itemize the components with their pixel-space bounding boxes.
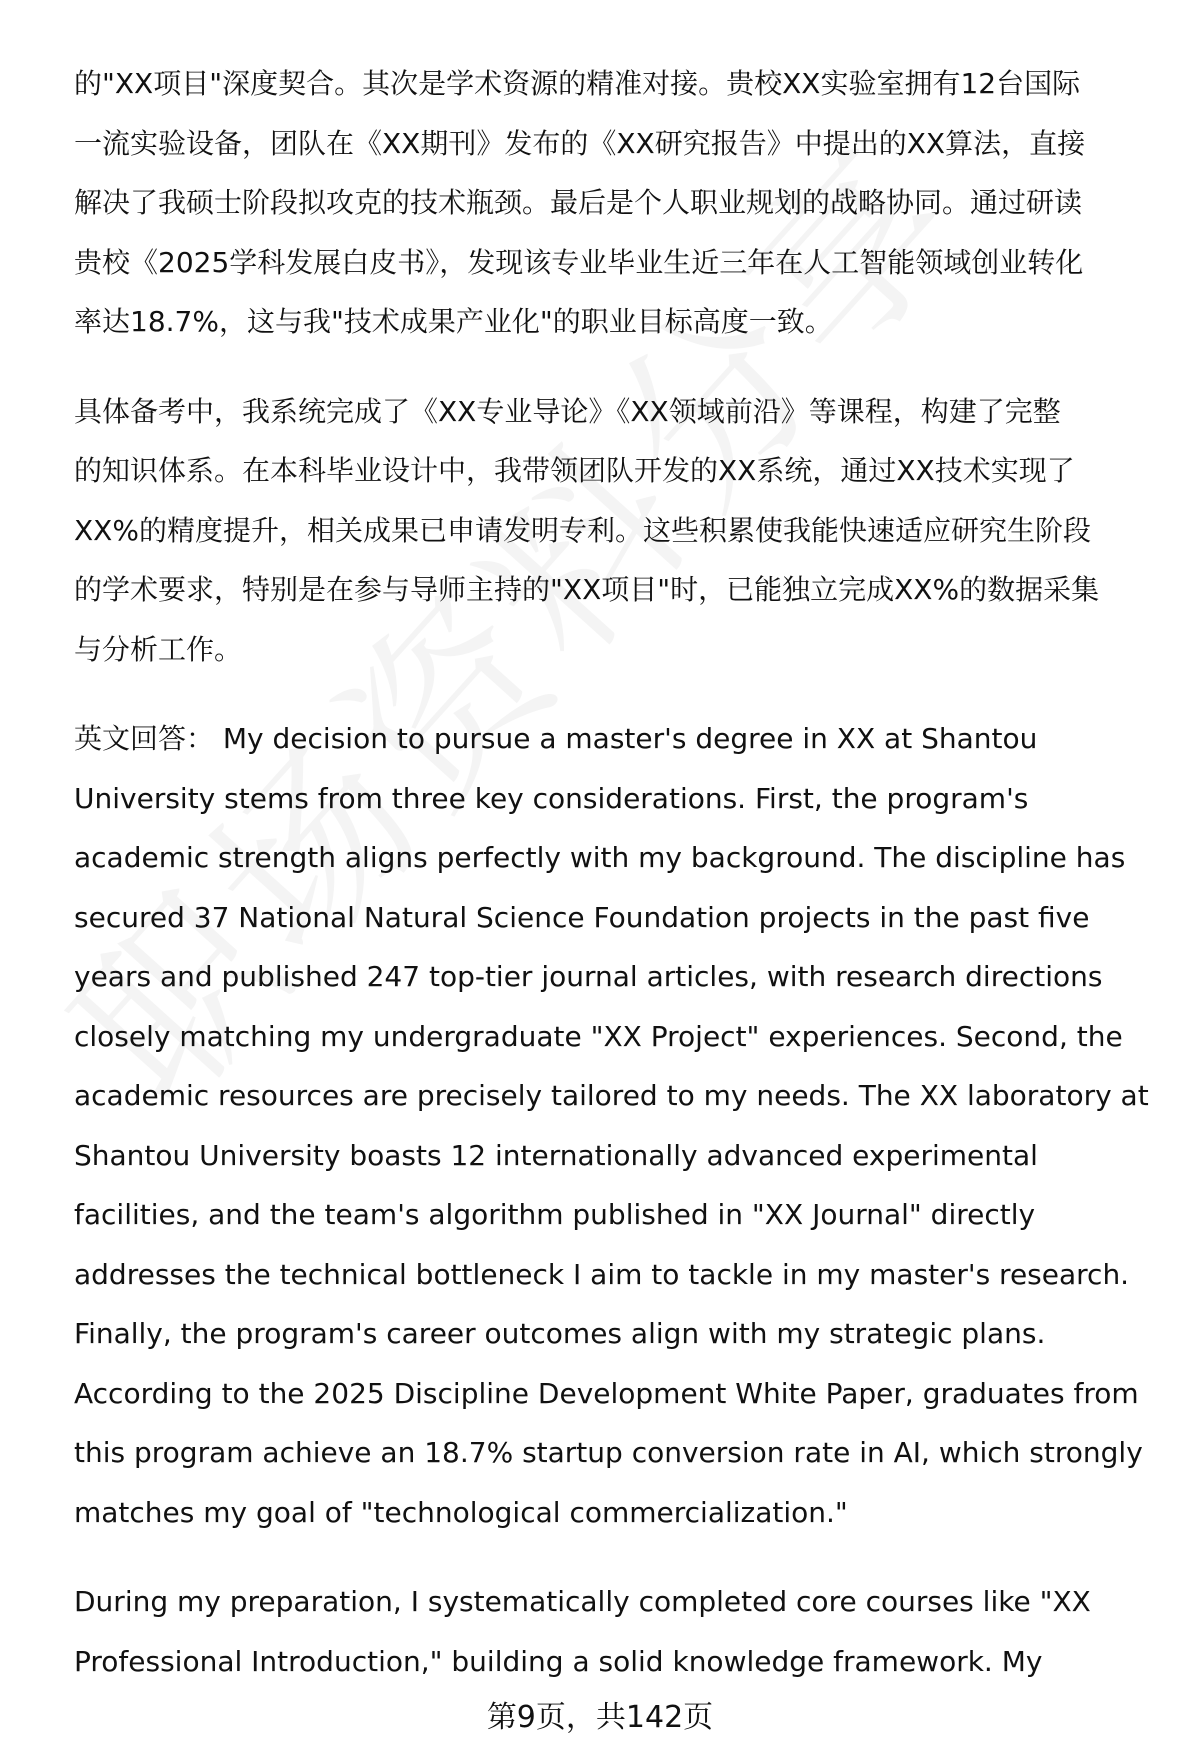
paragraph-en-answer (74, 709, 1164, 1542)
text-line: Professional Introduction," building a solid knowledge framework. My (74, 1644, 1043, 1678)
text-line: 的"XX项目"深度契合。其次是学术资源的精准对接。贵校XX实验室拥有12台国际 (74, 67, 1081, 100)
text-line: 贵校《2025学科发展白皮书》，发现该专业毕业生近三年在人工智能领域创业转化 (74, 245, 1084, 279)
text-line: University stems from three key considerations. First, the program's (74, 781, 1029, 815)
text-line: secured 37 National Natural Science Foundation projects in the past five (74, 900, 1090, 934)
text-line: XX%的精度提升，相关成果已申请发明专利。这些积累使我能快速适应研究生阶段 (74, 513, 1091, 547)
document-body (74, 54, 1164, 1691)
text-line: 具体备考中，我系统完成了《XX专业导论》《XX领域前沿》等课程，构建了完整 (74, 394, 1061, 428)
text-line: 与分析工作。 (74, 632, 243, 666)
text-line: Finally, the program's career outcomes align with my strategic plans. (74, 1317, 1046, 1350)
text-line: 一流实验设备，团队在《XX期刊》发布的《XX研究报告》中提出的XX算法，直接 (74, 126, 1086, 160)
text-line: addresses the technical bottleneck I aim to tackle in my master's research. (74, 1257, 1130, 1291)
text-line: closely matching my undergraduate "XX Project" experiences. Second, the (74, 1019, 1123, 1053)
text-line: 的知识体系。在本科毕业设计中，我带领团队开发的XX系统，通过XX技术实现了 (74, 454, 1075, 487)
text-line: 率达18.7%，这与我"技术成果产业化"的职业目标高度一致。 (74, 305, 833, 338)
text-line: this program achieve an 18.7% startup conversion rate in AI, which strongly (74, 1436, 1143, 1469)
text-line: facilities, and the team's algorithm published in "XX Journal" directly (74, 1198, 1036, 1231)
text-line: 的学术要求，特别是在参与导师主持的"XX项目"时，已能独立完成XX%的数据采集 (74, 573, 1100, 606)
text-line: According to the 2025 Discipline Development White Paper, graduates from (74, 1376, 1139, 1410)
text-line: 英文回答： My decision to pursue a master's degree in XX at Shantou (74, 722, 1038, 755)
text-line: years and published 247 top-tier journal articles, with research directions (74, 960, 1103, 993)
text-line: Shantou University boasts 12 internationally advanced experimental (74, 1138, 1038, 1172)
text-line: During my preparation, I systematically completed core courses like "XX (74, 1585, 1091, 1618)
page-number-footer: 第9页，共142页 (486, 1700, 714, 1735)
paragraph-cn-2 (74, 382, 1164, 680)
text-line: matches my goal of "technological commercialization." (74, 1495, 848, 1529)
paragraph-cn-1 (74, 54, 1164, 352)
text-line: academic resources are precisely tailored to my needs. The XX laboratory at (74, 1079, 1149, 1112)
paragraph-en-preparation (74, 1572, 1164, 1691)
text-line: academic strength aligns perfectly with my background. The discipline has (74, 841, 1126, 874)
text-line: 解决了我硕士阶段拟攻克的技术瓶颈。最后是个人职业规划的战略协同。通过研读 (74, 186, 1083, 219)
